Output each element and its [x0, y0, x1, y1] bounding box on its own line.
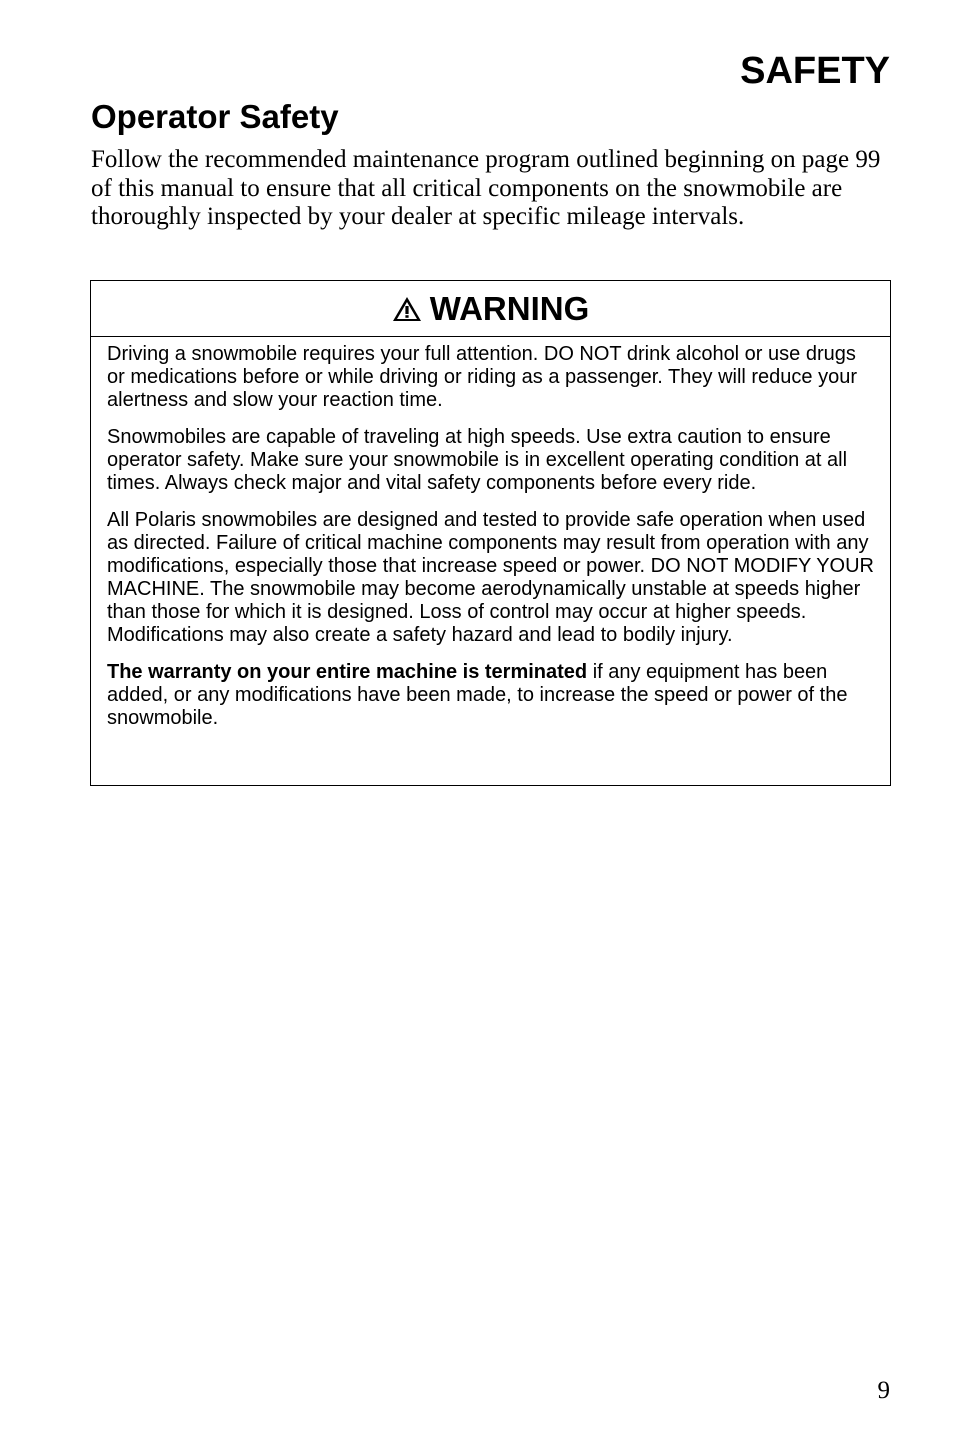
section-header: SAFETY: [740, 50, 890, 92]
warning-paragraph-attention: Driving a snowmobile requires your full attention. DO NOT drink alcohol or use drugs or medications before or while driving or riding as a passenger. They will reduce your alertness and slow your reaction time.: [107, 343, 858, 411]
warning-body: [91, 337, 890, 730]
warning-paragraph-modifications: All Polaris snowmobiles are designed and tested to provide safe operation when used as directed. Failure of critical machine components may result from operation with any modifications, especially those that increase speed or power. DO NOT MODIFY YOUR MACHINE. The snowmobile may become aerodynamically unstable at speeds higher than those for which it is designed. Loss of control may occur at higher speeds. Modifications may also create a safety hazard and lead to bodily injury.: [107, 509, 874, 646]
warning-triangle-icon: [392, 296, 422, 322]
warning-title: WARNING: [429, 290, 590, 327]
warning-box: [90, 280, 891, 786]
warranty-text: if any equipment has been added, or any modifications have been made, to increase the speed or power of the snowmobile.: [107, 661, 848, 729]
warranty-emphasis: The warranty on your entire machine is terminated: [107, 661, 588, 683]
intro-paragraph: Follow the recommended maintenance program outlined beginning on page 99 of this manual to ensure that all critical components on the snowmobile are thoroughly inspected by your dealer at specific mileage intervals.: [91, 146, 881, 230]
page-number: 9: [877, 1377, 890, 1404]
warning-header: [91, 281, 890, 337]
warning-paragraph-warranty: [107, 661, 876, 730]
warning-paragraph-speed: Snowmobiles are capable of traveling at high speeds. Use extra caution to ensure operator safety. Make sure your snowmobile is in excellent operating condition at all times. Always check major and vital safety components before every ride.: [107, 426, 848, 494]
page-title: Operator Safety: [91, 98, 339, 135]
